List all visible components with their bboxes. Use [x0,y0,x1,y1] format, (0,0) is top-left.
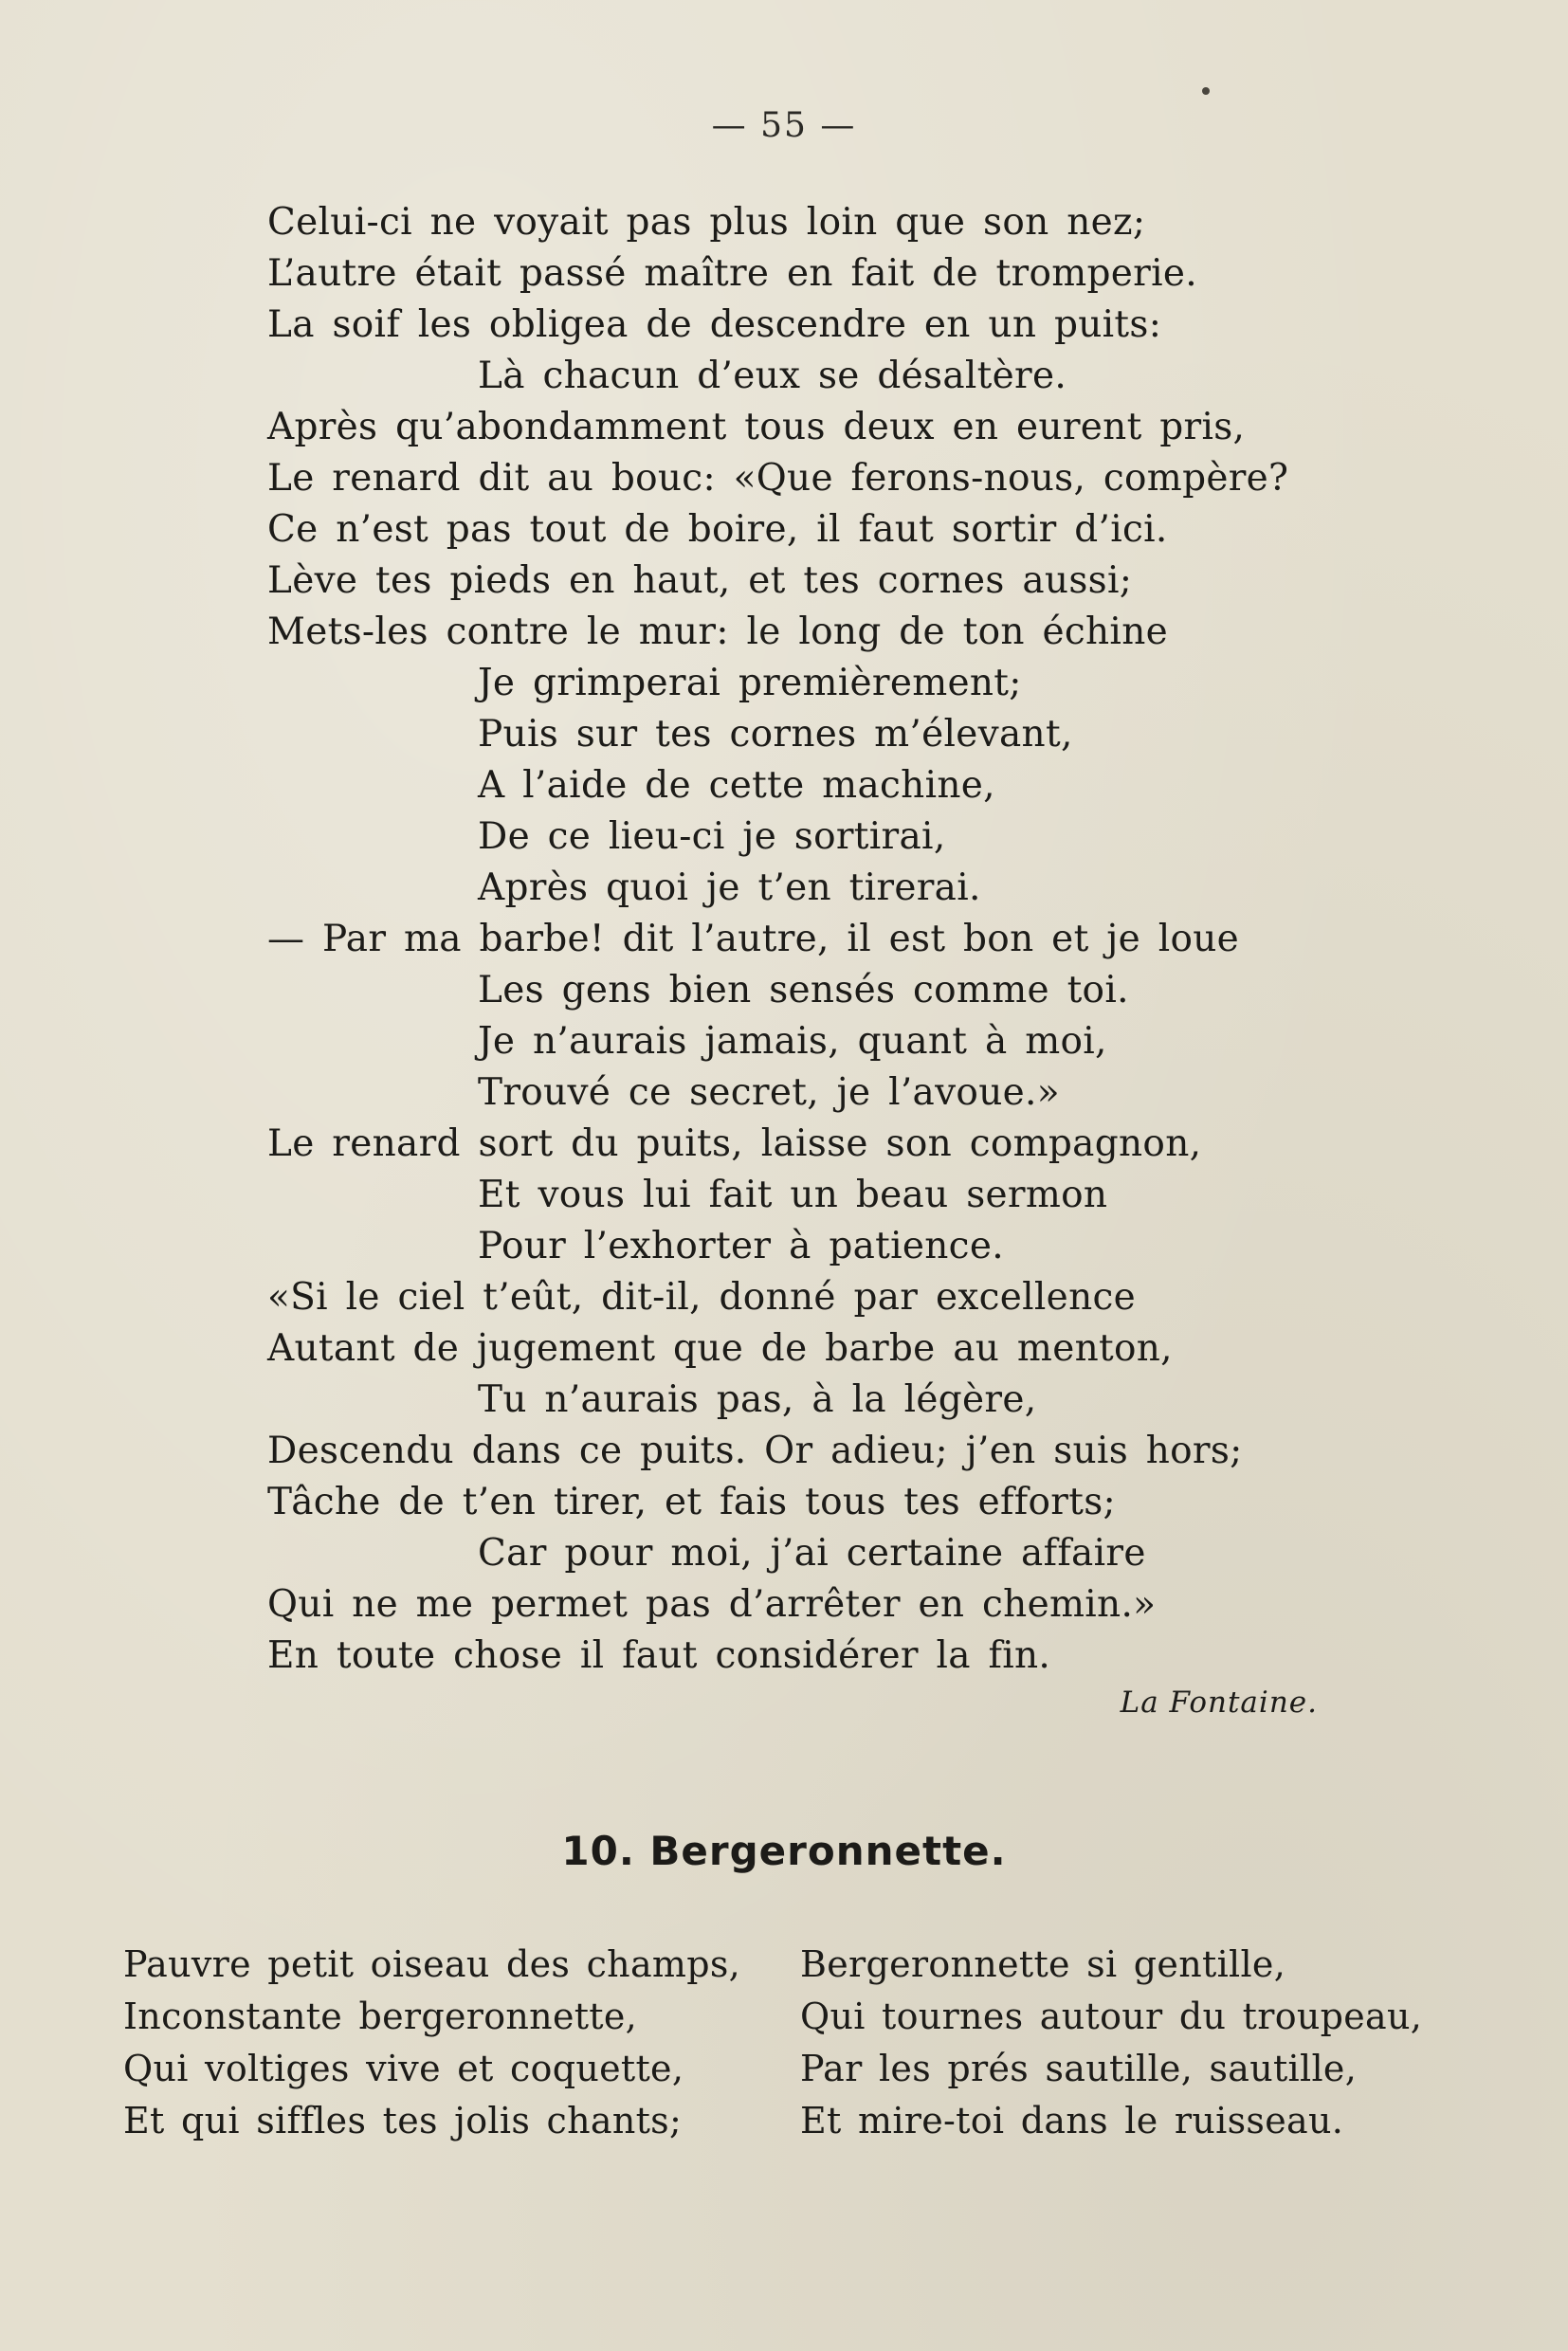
poem-line: En toute chose il faut considérer la fin. [267,1634,1051,1677]
poem-line: La soif les obligea de descendre en un puits: [267,303,1162,346]
stanza-line: Qui tournes autour du troupeau, [800,1996,1423,2037]
stanza-line: Et mire-toi dans le ruisseau. [800,2100,1344,2141]
poem-line: Le renard sort du puits, laisse son compagnon, [267,1122,1202,1165]
poem-line: Tu n’aurais pas, à la légère, [478,1378,1037,1421]
poem-line: Puis sur tes cornes m’élevant, [478,713,1073,756]
poem-line: Celui-ci ne voyait pas plus loin que son nez; [267,201,1146,244]
stanza-line: Qui voltiges vive et coquette, [123,2048,684,2089]
poem-line: Les gens bien sensés comme toi. [478,969,1129,1011]
stanza-line: Pauvre petit oiseau des champs, [123,1943,741,1985]
stanza-line: Et qui siffles tes jolis chants; [123,2100,683,2141]
poem-line: Mets-les contre le mur: le long de ton échine [267,611,1169,653]
stanza-line: Par les prés sautille, sautille, [800,2048,1358,2089]
poem-line: Après qu’abondamment tous deux en eurent pris, [267,406,1246,448]
poem-line: Ce n’est pas tout de boire, il faut sortir d’ici. [267,508,1168,551]
poem-line: De ce lieu-ci je sortirai, [478,815,946,858]
poem-line: Je grimperai premièrement; [478,662,1022,704]
poem-line: Et vous lui fait un beau sermon [478,1174,1108,1216]
poem-line: L’autre était passé maître en fait de tromperie. [267,252,1197,295]
poem-line: Lève tes pieds en haut, et tes cornes aussi; [267,559,1133,602]
poem-line: «Si le ciel t’eût, dit-il, donné par excellence [267,1276,1137,1319]
poem-line: Là chacun d’eux se désaltère. [478,355,1067,397]
stanza-line: Bergeronnette si gentille, [800,1943,1286,1985]
section-title: 10. Bergeronnette. [561,1828,1007,1874]
poem-left-column [123,1939,740,2147]
poem-line: Trouvé ce secret, je l’avoue.» [478,1071,1060,1114]
ink-speck [1202,87,1210,95]
poem-line: Le renard dit au bouc: «Que ferons-nous, compère? [267,457,1289,500]
poem-line: Tâche de t’en tirer, et fais tous tes efforts; [267,1481,1116,1523]
poem-attribution: La Fontaine. [1120,1686,1318,1720]
fable-poem [267,197,1329,1682]
poem-line: Je n’aurais jamais, quant à moi, [478,1020,1107,1063]
poem-line: Car pour moi, j’ai certaine affaire [478,1532,1146,1575]
poem-line: A l’aide de cette machine, [478,764,995,807]
poem-right-column [800,1939,1422,2147]
poem-line: Pour l’exhorter à patience. [478,1225,1004,1267]
stanza-line: Inconstante bergeronnette, [123,1996,638,2037]
poem-line: Après quoi je t’en tirerai. [478,866,981,909]
poem-line: Descendu dans ce puits. Or adieu; j’en suis hors; [267,1430,1243,1472]
poem-line: Qui ne me permet pas d’arrêter en chemin.» [267,1583,1157,1626]
poem-line: — Par ma barbe! dit l’autre, il est bon et je loue [267,918,1240,960]
poem-line: Autant de jugement que de barbe au menton, [267,1327,1173,1370]
page-number: — 55 — [711,106,857,145]
